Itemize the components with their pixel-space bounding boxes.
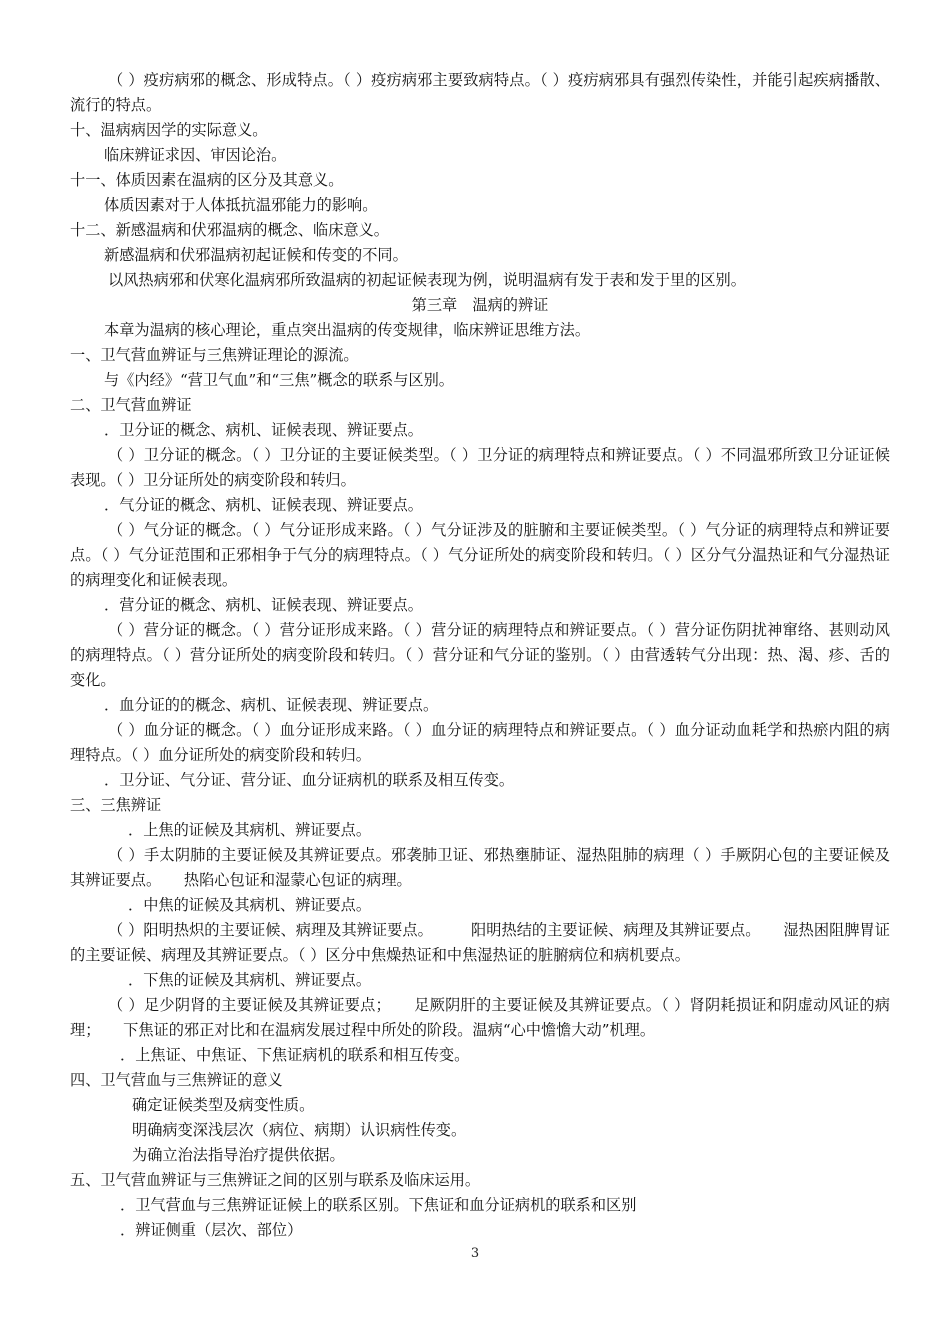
text-line: ．血分证的的概念、病机、证候表现、辨证要点。: [104, 696, 439, 714]
text-line: 十一、体质因素在温病的区分及其意义。: [70, 171, 344, 189]
paragraph: （ ）手太阴肺的主要证候及其辨证要点。邪袭肺卫证、邪热壅肺证、湿热阻肺的病理（ ）手厥阴心包的主要证候及其辨证要点。 热陷心包证和湿蒙心包证的病理。: [70, 846, 890, 889]
text-line: 十二、新感温病和伏邪温病的概念、临床意义。: [70, 221, 389, 239]
text-line: ．上焦的证候及其病机、辨证要点。: [128, 821, 371, 839]
text-line: ．气分证的概念、病机、证候表现、辨证要点。: [104, 496, 423, 514]
chapter-heading: 第三章 温病的辨证: [411, 296, 549, 314]
text-line: ．下焦的证候及其病机、辨证要点。: [128, 971, 371, 989]
text-line: 明确病变深浅层次（病位、病期）认识病性传变。: [132, 1121, 467, 1139]
text-line: 为确立治法指导治疗提供依据。: [132, 1146, 345, 1164]
text-line: 临床辨证求因、审因论治。: [104, 146, 287, 164]
text-line: 二、卫气营血辨证: [70, 396, 192, 414]
paragraph: （ ）营分证的概念。（ ）营分证形成来路。（ ）营分证的病理特点和辨证要点。（ ）营分证伤阴扰神窜络、甚则动风的病理特点。（ ）营分证所处的病变阶段和转归。（ ）营分证和气分证的鉴别。（ ）由营透转气分出现：热、渴、疹、舌的变化。: [70, 621, 890, 689]
paragraph: （ ）疫疠病邪的概念、形成特点。（ ）疫疠病邪主要致病特点。（ ）疫疠病邪具有强烈传染性，并能引起疾病播散、流行的特点。: [70, 71, 890, 114]
text-line: ．上焦证、中焦证、下焦证病机的联系和相互传变。: [120, 1046, 470, 1064]
text-line: ．卫分证的概念、病机、证候表现、辨证要点。: [104, 421, 423, 439]
text-line: 五、卫气营血辨证与三焦辨证之间的区别与联系及临床运用。: [70, 1171, 481, 1189]
document-body: [70, 68, 890, 1243]
text-line: ．辨证侧重（层次、部位）: [120, 1221, 303, 1239]
paragraph: （ ）血分证的概念。（ ）血分证形成来路。（ ）血分证的病理特点和辨证要点。（ ）血分证动血耗学和热瘀内阻的病理特点。（ ）血分证所处的病变阶段和转归。: [70, 721, 890, 764]
text-line: ．卫气营血与三焦辨证证候上的联系区别。下焦证和血分证病机的联系和区别: [120, 1196, 637, 1214]
text-line: 三、三焦辨证: [70, 796, 162, 814]
text-line: 新感温病和伏邪温病初起证候和传变的不同。: [104, 246, 408, 264]
text-line: 与《内经》“营卫气血”和“三焦”概念的联系与区别。: [104, 371, 454, 389]
paragraph: （ ）足少阴肾的主要证候及其辨证要点； 足厥阴肝的主要证候及其辨证要点。（ ）肾阴耗损证和阴虚动风证的病理； 下焦证的邪正对比和在温病发展过程中所处的阶段。温病“心中憺憺大动”机理。: [70, 996, 890, 1039]
paragraph: （ ）阳明热炽的主要证候、病理及其辨证要点。 阳明热结的主要证候、病理及其辨证要点。 湿热困阻脾胃证的主要证候、病理及其辨证要点。（ ）区分中焦燥热证和中焦湿热证的脏腑病位和病机要点。: [70, 921, 890, 964]
text-line: 以风热病邪和伏寒化温病邪所致温病的初起证候表现为例，说明温病有发于表和发于里的区别。: [108, 271, 746, 289]
text-line: ．营分证的概念、病机、证候表现、辨证要点。: [104, 596, 423, 614]
text-line: 四、卫气营血与三焦辨证的意义: [70, 1071, 283, 1089]
text-line: 体质因素对于人体抵抗温邪能力的影响。: [104, 196, 378, 214]
paragraph: （ ）气分证的概念。（ ）气分证形成来路。（ ）气分证涉及的脏腑和主要证候类型。（ ）气分证的病理特点和辨证要点。（ ）气分证范围和正邪相争于气分的病理特点。（ ）气分证所处的病变阶段和转归。（ ）区分气分温热证和气分湿热证的病理变化和证候表现。: [70, 521, 890, 589]
page-number: 3: [470, 1246, 480, 1261]
text-line: 本章为温病的核心理论，重点突出温病的传变规律，临床辨证思维方法。: [104, 321, 590, 339]
text-line: ．中焦的证候及其病机、辨证要点。: [128, 896, 371, 914]
text-line: 确定证候类型及病变性质。: [132, 1096, 315, 1114]
paragraph: （ ）卫分证的概念。（ ）卫分证的主要证候类型。（ ）卫分证的病理特点和辨证要点。（ ）不同温邪所致卫分证证候表现。（ ）卫分证所处的病变阶段和转归。: [70, 446, 890, 489]
text-line: 一、卫气营血辨证与三焦辨证理论的源流。: [70, 346, 359, 364]
text-line: 十、温病病因学的实际意义。: [70, 121, 268, 139]
text-line: ．卫分证、气分证、营分证、血分证病机的联系及相互传变。: [104, 771, 515, 789]
